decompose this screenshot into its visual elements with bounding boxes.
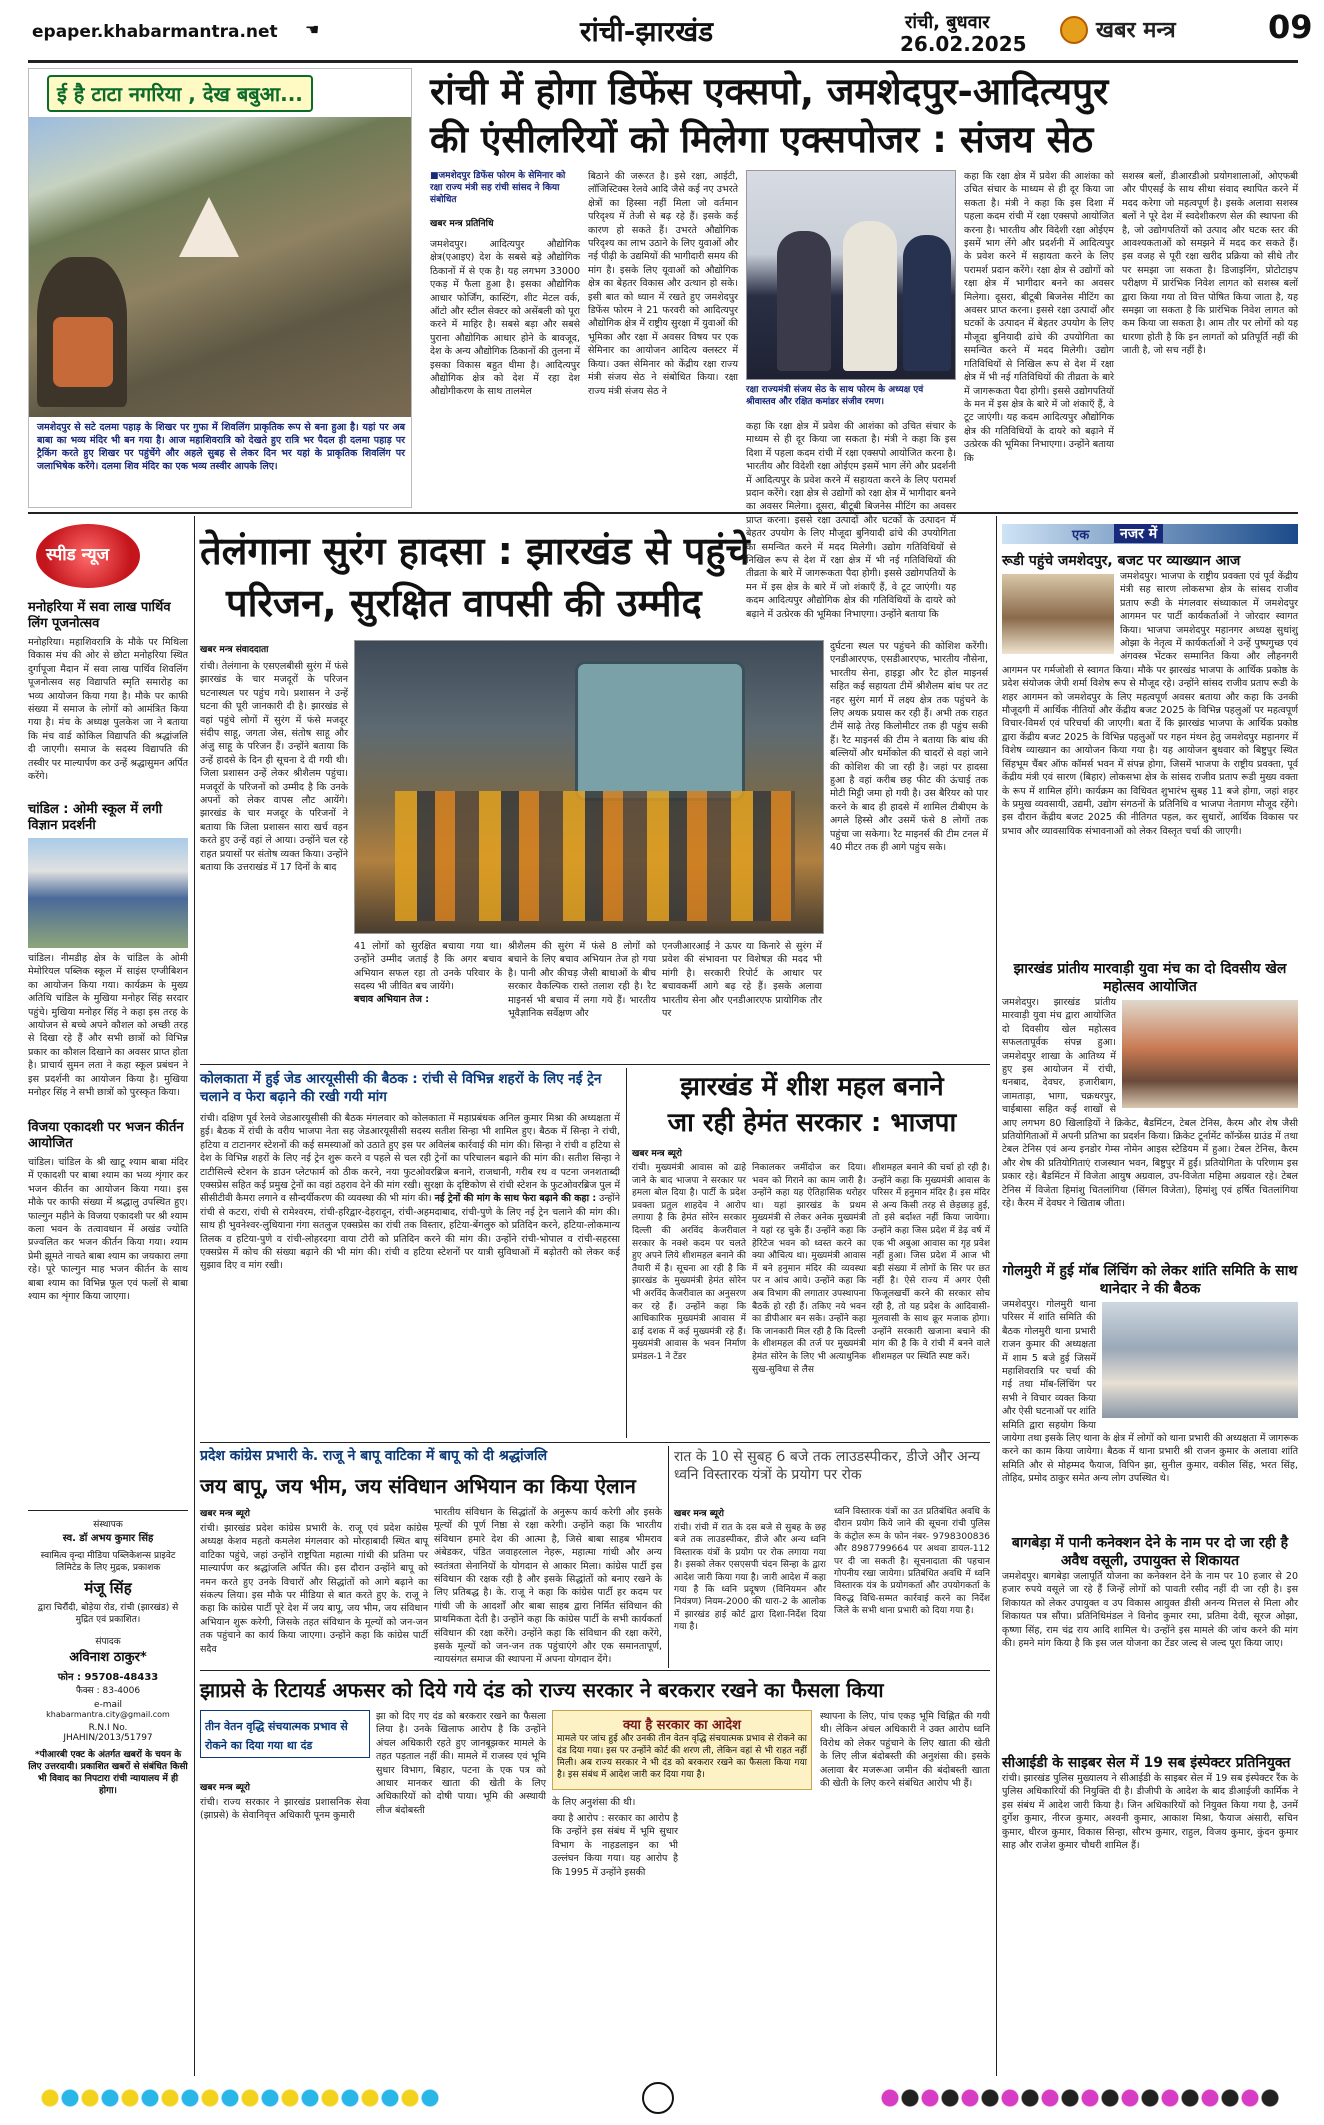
kolkata-headline: कोलकाता में हुई जेड आरयूसीसी की बैठक : रांची से विभिन्न शहरों के लिए नई ट्रेन चलाने व फेरा बढ़ाने की रखी गयी मांग (200, 1071, 602, 1105)
dalma-banner-text: ई है टाटा नगरिया , देख बबुआ... (47, 75, 313, 112)
brand-emblem-icon (1060, 16, 1088, 44)
right-item-2 (1002, 960, 1298, 1258)
lead-col-5: सशस्त्र बलों, डीआरडीओ प्रयोगशालाओं, ओएफबी और पीएसई के साथ सीधा संवाद स्थापित करने में मदद करेगा जो महत्वपूर्ण है। इसके अलावा सशस्त्र बलों ने पूरे देश में स्वदेशीकरण सेल की स्थापना की है, जो उद्योगपतियों को उत्पाद और घटक स्तर की आवश्यकताओं को समझने में मदद कर सकते हैं। इस वजह से पूरी रक्षा खरीद प्रक्रिया को सीधे तौर पर समझा जा सकता है। डिजाइनिंग, प्रोटोटाइप परीक्षण में प्रारंभिक निवेश लागत को सशस्त्र बलों द्वारा किया गया तो वित्त पोषित किया जाता है, यह समझा जा सकता है कि प्रारंभिक निवेश लागत को कम किया जा सकता है। आम तौर पर लोगों को यह धारणा होती है कि इन लागतों को प्रतिपूर्ति नहीं की जाती है, जो सच नहीं है। (1122, 171, 1298, 357)
imprint-rni: R.N.I No. (88, 1723, 128, 1733)
bjp-byline: खबर मन्त्र ब्यूरो (632, 1149, 682, 1159)
imprint-editor: अविनाश ठाकुर* (69, 1650, 147, 1665)
retired-kicker (200, 1710, 370, 1758)
loudspeaker-bottom-rule (200, 1670, 990, 1671)
imprint-publisher: मंजू सिंह (84, 1579, 132, 1597)
retired-kicker-text: तीन वेतन वृद्धि संचयात्मक प्रभाव से रोकने का दिया गया था दंड (205, 1720, 348, 1752)
brand-name: खबर मन्त्र (1096, 18, 1176, 43)
page-number: 09 (1268, 8, 1313, 46)
nazar-label: नजर में (1114, 524, 1163, 543)
speed-news-title-2: चांडिल : ओमी स्कूल में लगी विज्ञान प्रदर्शनी (28, 802, 163, 833)
left-column-rule (194, 516, 195, 2076)
imprint-phone: फोन : 95708-48433 (57, 1672, 159, 1683)
retired-col-2: झा को दिए गए दंड को बरकरार रखने का फैसला लिया है। उनके खिलाफ आरोप है कि उन्होंने अंचल अधिकारी रहते हुए जानबूझकर मामले के तहत पड़ताल नहीं की। मामले में राजस्व एवं भूमि सुधार विभाग, बिहार, पटना के एक पत्र को आधार मानकर खाता की खेती के लिए अधिकारियों को दोषी पाया। भूमि की अस्थायी लीज बंदोबस्ती (376, 1711, 546, 1816)
right-item-4 (1002, 1534, 1298, 1740)
cursor-icon: ☚ (305, 20, 320, 39)
speed-news-photo-2 (28, 838, 188, 948)
speed-news-label (28, 520, 188, 592)
speed-news-item-3 (28, 1120, 188, 1368)
right-item-5-body: रांची। झारखंड पुलिस मुख्यालय ने सीआईडी के साइबर सेल में 19 सब इंस्पेक्टर रैंक के पुलिस अधिकारियों की नियुक्ति दी है। डीजीपी के आदेश के बाद डीआईजी कार्मिक ने इस संबंध में आदेश जारी किया है। जिन अधिकारियों को नियुक्त किया गया है, उनमें दुर्गेश कुमार, नीरज कुमार, अश्वनी कुमार, आकाश मिश्रा, फैयाज अंसारी, सचिन कुमार, धीरज कुमार, विकास सिन्हा, सौरभ कुमार, राहुल, विजय कुमार, कुंदन कुमार साह और राजेश कुमार चौधरी शामिल हैं। (1002, 1773, 1298, 1852)
telangana-headline-2: परिजन, सुरक्षित वापसी की उम्मीद (226, 581, 702, 625)
speed-news-text: स्पीड न्यूज (46, 545, 110, 565)
retired-col-4: स्थापना के लिए, पांच एकड़ भूमि चिह्नित की गयी थी। लेकिन अंचल अधिकारी ने उक्त आरोप ध्वनि विरोध को लेकर पहुंचाने के लिए खाता की खेती के लिए लीज बंदोबस्ती की अनुशंसा की। इसके अलावा बैर मजरूआ जमीन की बंदोबस्ती खाता की खेती के लिए करने संबंधित आरोप भी हैं। (820, 1711, 990, 1790)
dalma-banner (29, 69, 411, 117)
speed-news-body-3: चांडिल। चांडिल के श्री खाटू श्याम बाबा मंदिर में एकादशी पर बाबा श्याम का भव्य शृंगार कर भजन कीर्तन का आयोजन किया गया। इस मौके पर काफी संख्या में श्रद्धालु उपस्थित हुए। फाल्गुन महीने के विजया एकादशी पर श्री श्याम कला भवन के तत्वावधान में अखंड ज्योति प्रज्वलित कर भजन कीर्तन किया गया। श्याम प्रेमी झूमते नाचते बाबा श्याम का जयकारा लगा रहे। पूरे फाल्गुन माह भजन कीर्तन के साथ बाबा श्याम का विभिन्न फूल एवं फलों से बाबा श्याम का शृंगार किया जाएगा। (28, 1157, 188, 1303)
dalma-caption: जमशेदपुर से सटे दलमा पहाड़ के शिखर पर गुफा में शिवलिंग प्राकृतिक रूप से बना हुआ है। यहां पर अब बाबा का भव्य मंदिर भी बन गया है। आज महाशिवरात्रि को देखते हुए रात्रि भर पैदल ही दलमा पहाड़ पर ट्रैकिंग करते हुए शिखर पर पहुंचेंगे और अहले सुबह से लेकर दिन भर यहां के प्राकृतिक शिवलिंग पर जलाभिषेक करेंगे। दलमा शिव मंदिर का एक भव्य तस्वीर आपके लिए। (37, 422, 405, 472)
congress-col-1: रांची। झारखंड प्रदेश कांग्रेस प्रभारी के. राजू एवं प्रदेश कांग्रेस अध्यक्ष केशव महतो कमलेश मंगलवार को मोरहाबादी स्थित बापू वाटिका पहुंचे, जहां उन्होंने राष्ट्रपिता महात्मा गांधी की प्रतिमा पर माल्यार्पण कर श्रद्धांजलि अर्पित की। इस दौरान उन्होंने बापू को नमन करते हुए उनके विचारों और सिद्धांतों को आगे बढ़ाने का संकल्प लिया। इस मौके पर मीडिया से बात करते हुए के. राजू ने कहा कि कांग्रेस पार्टी पूरे देश में जय बापू, जय भीम, जय संविधान अभियान शुरू करेगी, जिसके तहत संविधान के मूल्यों को जन-जन तक पहुंचाने का कार्य किया जाएगा। उन्होंने कहा कि कांग्रेस पार्टी सदैव (200, 1523, 428, 1655)
kolkata-body-1: रांची। दक्षिण पूर्व रेलवे जेडआरयूसीसी की बैठक मंगलवार को कोलकाता में महाप्रबंधक अनिल कुमार मिश्रा की अध्यक्षता में हुई। बैठक में रांची के वरीय भाजपा नेता सह जेडआरयूसीसी सदस्य सतीश सिन्हा भी शामिल हुए। बैठक में सिन्हा ने रांची, हटिया व टाटानगर स्टेशनों की कई समस्याओं को उठाते हुए इस पर अविलंब कार्रवाई की मांग की। सिन्हा ने रांची व हटिया से देश के विभिन्न शहरों के लिए नई ट्रेन शुरू करने व पहले से चल रही ट्रेनों का परिचालन बढ़ाने की मांग की। सतीश सिन्हा ने टाटीसिल्वे स्टेशन के डाउन प्लेटफार्म को ठीक करने, नया फुटओवरब्रिज बनाने, राजधानी, गरीब रथ व पटना जनशताब्दी एक्सप्रेस सहित कई प्रमुख ट्रेनों का वहां ठहराव देने की मांग रखी। सुरक्षा के दृष्टिकोण से रांची स्टेशन के फुटओवरब्रिज पुल में सीसीटीवी कैमरा लगाने व सौन्दर्यीकरण की व्यवस्था की भी मांग की। (200, 1113, 620, 1205)
congress-right-rule (668, 1446, 669, 1668)
telangana-photo (354, 640, 824, 934)
kolkata-body (200, 1112, 620, 1438)
lead-deck: ■जमशेदपुर डिफेंस फोरम के सेमिनार को रक्षा राज्य मंत्री सह रांची सांसद ने किया संबोधित (430, 171, 566, 205)
brand-logo (1060, 14, 1260, 48)
speed-news-title-3: विजया एकादशी पर भजन कीर्तन आयोजित (28, 1120, 184, 1151)
imprint-box (28, 1510, 188, 2030)
loudspeaker-col-2: ध्वनि विस्तारक यंत्रों का उत प्रतिबंधित अवधि के दौरान प्रयोग किये जाने की सूचना रांची पुलिस के कंट्रोल रूम के फोन नंबर- 9798300836 और 8987799664 पर अथवा डायल-112 पर दी जा सकती है। सूचनादाता की पहचान गोपनीय रखा जायेगा। प्रतिबंधित अवधि में ध्वनि विस्तारक यंत्र के प्रयोगकर्ता और उपयोगकर्ता के विरुद्ध विधि-सम्मत कार्रवाई करने का निर्देश जिले के सभी थाना प्रभारी को दिया गया है। (834, 1507, 990, 1617)
registration-dots-right-2 (900, 2088, 1280, 2108)
header-rule (28, 60, 1298, 63)
dalma-photo (29, 117, 411, 417)
kolkata-body-2: उन्होंने रांची से कटरा, रांची से रामेश्वरम, रांची-हरिद्वार-देहरादून, रांची-अहमदाबाद, रांची-पुणे के लिए नई ट्रेन चलाने की मांग की। साथ ही भुवनेश्वर-लुधियाना गंगा सतलुज एक्सप्रेस का रांची तक विस्तार, हटिया-बेंगलुरु को प्रतिदिन करने, हटिया-लोकमान्य तिलक व हटिया-पुणे व रांची-लोहरदगा वाया टोरी को प्रतिदिन करने की मांग की। उन्होंने रांची-भोपाल व रांची-सहरसा एक्सप्रेस में कोच की संख्या बढ़ाने की भी मांग की। रांची व हटिया स्टेशनों पर यात्री सुविधाओं में बढ़ोतरी को लेकर कई सुझाव दिए व मांग रखी। (200, 1193, 620, 1272)
ek-nazar-label (1002, 520, 1298, 548)
header-city-day: रांची, बुधवार (905, 12, 990, 33)
bjp-headline-2: जा रही हेमंत सरकार : भाजपा (667, 1108, 957, 1138)
lead-col-2: बिठाने की जरूरत है। इसे रक्षा, आईटी, लॉजिस्टिक्स रेलवे आदि जैसे कई नए उभरते क्षेत्रों का हिस्सा नहीं मिला जो वर्तमान परिदृश्य में तेजी से बढ़ रहे हैं। इसके कई कारण हो सकते हैं। उभरते औद्योगिक परिदृश्य का लाभ उठाने के लिए युवाओं और नई पीढ़ी के उद्यमियों की भागीदारी समय की मांग है। इसके लिए यूवाओं को औद्योगिक क्षेत्र का बेहतर विकास और उत्थान हो सके। इसी बात को ध्यान में रखते हुए जमशेदपुर डिफेंस फोरम ने 21 फरवरी को आदित्यपुर औद्योगिक क्षेत्र में राष्ट्रीय सुरक्षा में युवाओं की भूमिका और रक्षा में अवसर विषय पर एक सेमिनार का आयोजन आदित्य क्लस्टर में किया। उक्त सेमिनार को केंद्रीय रक्षा राज्य मंत्री संजय सेठ ने संबोधित किया। रक्षा राज्य मंत्री संजय सेठ ने (588, 171, 738, 397)
kolkata-right-rule (626, 1068, 627, 1438)
speed-news-title-1: मनोहरिया में सवा लाख पार्थिव लिंग पूजनोत्सव (28, 600, 171, 631)
lead-bottom-rule (28, 512, 1298, 514)
retired-box-title: क्या है सरकार का आदेश (622, 1718, 742, 1733)
imprint-founder-label: संस्थापक (93, 1520, 123, 1530)
bjp-col-1: रांची। मुख्यमंत्री आवास को ढाहे जाने के बाद भाजपा ने सरकार पर हमला बोल दिया है। पार्टी के प्रदेश प्रवक्ता प्रतुल शाहदेव ने आरोप लगाया है कि हेमंत सोरेन सरकार दिल्ली की अरविंद केजरीवाल सरकार के नक्शे कदम पर चलते हुए अपने लिये शीशमहल बनाने की तैयारी में है। सूचना आ रही है कि झारखंड के मुख्यमंत्री हेमंत सोरेन भी अरविंद केजरीवाल का अनुसरण कर रहे हैं। उन्होंने कहा कि आधिकारिक मुख्यमंत्री आवास में ढाई दशक में कई मुख्यमंत्री रहे हैं। मुख्यमंत्री आवास के भवन निर्माण प्रमंडल-1 ने टेंडर (632, 1163, 746, 1362)
bjp-headline-1: झारखंड में शीश महल बनाने (680, 1072, 944, 1102)
dalma-photo-box (28, 68, 412, 508)
retired-col-3b: क्या है आरोप : सरकार का आरोप है कि उन्होंने इस संबंध में भूमि सुधार विभाग के नाहडलाइन का भी उल्लंघन किया गया। यह आरोप है कि 1995 में उन्होंने इसकी (552, 1813, 678, 1878)
telangana-rescue-label: बचाव अभियान तेज : (354, 994, 430, 1005)
telangana-col-2b: श्रीशैलम की सुरंग में फंसे 8 लोगों को बचाने के लिए बचाव अभियान तेज हो गया है। पानी और कीचड़ जैसी बाधाओं के बीच सरकार वैकल्पिक रास्ते तलाश रही है। रैट माइनर्स भी बचाव में लगा गये हैं। भारतीय भूवैज्ञानिक सर्वेक्षण और (508, 941, 656, 1020)
imprint-note: *पीआरबी एक्ट के अंतर्गत खबरों के चयन के लिए उत्तरदायी। प्रकाशित खबरों से संबंधित किसी भी विवाद का निपटारा रांची न्यायालय में ही होगा। (28, 1750, 188, 1796)
bjp-bottom-rule (200, 1442, 990, 1443)
right-item-2-title: झारखंड प्रांतीय मारवाड़ी युवा मंच का दो दिवसीय खेल महोत्सव आयोजित (1013, 961, 1287, 995)
kolkata-sub: नई ट्रेनों की मांग के साथ फेरा बढ़ाने की कहा : (434, 1193, 597, 1205)
registration-crosshair-icon (642, 2082, 674, 2114)
site-url[interactable]: epaper.khabarmantra.net (32, 22, 278, 42)
loudspeaker-headline: रात के 10 से सुबह 6 बजे तक लाउडस्पीकर, डीजे और अन्य ध्वनि विस्तारक यंत्रों के प्रयोग पर रोक (674, 1449, 980, 1483)
imprint-email[interactable]: khabarmantra.city@gmail.com (46, 1710, 170, 1719)
right-item-1-photo (1002, 574, 1114, 654)
telangana-col-2: 41 लोगों को सुरक्षित बचाया गया था। उन्होंने उम्मीद जताई है कि अगर बचाव अभियान सफल रहा तो उनके परिवार के सदस्य भी जीवित बच जायेंगे। (354, 941, 502, 993)
right-item-2-photo (1122, 1000, 1298, 1108)
telangana-col-3: एनजीआरआई ने ऊपर या किनारे से सुरंग में प्रवेश की संभावना पर विशेषज्ञ की मदद भी मांगी है। सरकारी रिपोर्ट के आधार पर बचावकर्मी आगे बढ़ रहे हैं। इसके अलावा भारतीय सेना और एनडीआरएफ प्रायोगिक तौर पर (662, 941, 822, 1020)
lead-col-1: जमशेदपुर। आदित्यपुर औद्योगिक क्षेत्र(एआइए) देश के सबसे बड़े औद्योगिक ठिकानों में से एक है। यह लगभग 33000 एकड़ में फैला हुआ है। इसका औद्योगिक आधार फोर्जिंग, कास्टिंग, शीट मेटल वर्क, ऑटो और स्टील सेक्टर को असेंबली को पूरा करने में माहिर है। सबसे बड़ा और सबसे पुराना औद्योगिक आधार होने के बावजूद, देश के अन्य औद्योगिक ठिकानों की तुलना में इसका विकास बहुत धीमा है। आदित्यपुर औद्योगिक क्षेत्र को देश में रहा देश औद्योगीकरण के साथ तालमेल (430, 239, 580, 398)
imprint-address: द्वारा चिरौंदी, बोड़ेया रोड, रांची (झारखंड) से मुद्रित एवं प्रकाशित। (37, 1603, 179, 1625)
congress-headline-1: प्रदेश कांग्रेस प्रभारी के. राजू ने बापू वाटिका में बापू को दी श्रद्धांजलि (200, 1448, 548, 1464)
shrine-shape (53, 317, 113, 387)
imprint-publisher-lines: स्वामित्व वृन्दा मीडिया पब्लिकेशन्स प्राइवेट लिमिटेड के लिए मुद्रक, प्रकाशक (40, 1551, 176, 1573)
retired-box-text: मामले पर जांच हुई और उनकी तीन वेतन वृद्धि संचयात्मक प्रभाव से रोकने का दंड दिया गया। इस पर उन्होंने कोर्ट की शरण ली, लेकिन वहां से भी राहत नहीं मिली। अब राज्य सरकार ने भी दंड को बरकरार रखने का फैसला किया गया है। इस संबंध में आदेश जारी कर दिया गया है। (557, 1734, 807, 1780)
speed-news-item-1 (28, 600, 188, 814)
ek-label: एक (1072, 528, 1090, 543)
right-item-1-body: जमशेदपुर। भाजपा के राष्ट्रीय प्रवक्ता एवं पूर्व केंद्रीय मंत्री सह सारण लोकसभा क्षेत्र के सांसद राजीव प्रताप रूडी के मंगलवार संध्याकाल में जमशेदपुर आगमन पर पार्टी कार्यकर्ताओं ने जोरदार स्वागत किया। भाजपा जमशेदपुर महानगर अध्यक्ष सुधांशु ओझा के नेतृत्व में कार्यकर्ताओं ने उन्हें पुष्पगुच्छ एवं अंगवस्त्र भेंटकर सम्मानित किया और लौहनगरी आगमन पर गर्मजोशी से स्वागत किया। मौके पर झारखंड भाजपा के आर्थिक प्रकोष्ठ के प्रदेश संयोजक जेपी शर्मा विशेष रूप से मौजूद रहे। उन्होंने सांसद राजीव प्रताप रूडी के शहर आगमन को जमशेदपुर के लिए महत्वपूर्ण अवसर बताया और कहा कि उनकी मौजूदगी में आर्थिक नीतियों और केंद्रीय बजट 2025 के विभिन्न पहलुओं पर महत्वपूर्ण विचार-विमर्श एवं परिचर्चा की जाएगी। बता दें कि झारखंड भाजपा के आर्थिक प्रकोष्ठ द्वारा केंद्रीय बजट 2025 के विभिन्न पहलुओं पर गहन मंथन हेतु जमशेदपुर महानगर में विशेष व्याख्यान का आयोजन किया गया है। यह आयोजन बुधवार को बिष्टुपुर स्थित सिंहभूम चैंबर ऑफ कॉमर्स भवन में संपन्न होगा, जिसमें भाजपा के राष्ट्रीय प्रवक्ता, पूर्व केंद्रीय मंत्री एवं सारण (बिहार) लोकसभा क्षेत्र के सांसद राजीव प्रताप रूडी मुख्य वक्ता के रूप में शामिल होंगे। कार्यक्रम का विधिवत शुभारंभ सुबह 11 बजे होगा, जहां शहर के प्रमुख व्यवसायी, उद्यमी, उद्योग संगठनों के प्रतिनिधि व भाजपा नेतागण मौजूद रहेंगे। इस दौरान केंद्रीय बजट 2025 की नीतिगत पहल, कर सुधारों, आर्थिक विकास पर प्रभाव और व्यावसायिक संभावनाओं को लेकर विस्तृत चर्चा की जाएगी। (1002, 571, 1298, 837)
congress-headline-2: जय बापू, जय भीम, जय संविधान अभियान का किया ऐलान (200, 1474, 636, 1498)
right-column-rule (996, 516, 997, 2076)
section-name: रांची-झारखंड (580, 15, 714, 48)
right-item-4-title: बागबेड़ा में पानी कनेक्शन देने के नाम पर दो जा रही है अवैध वसूली, उपायुक्त से शिकायत (1011, 1535, 1289, 1569)
telangana-col-4: दुर्घटना स्थल पर पहुंचने की कोशिश करेंगी। एनडीआरएफ, एसडीआरएफ, भारतीय नौसेना, भारतीय सेना, हाइड्रा और रैट होल माइनर्स सहित कई सहायता टीमें श्रीशैलम बांध पर तट नहर सुरंग मार्ग में लक्ष्य क्षेत्र तक पहुंचने के लिए अथक प्रयास कर रही हैं। अभी तक राहत टीमें साढ़े तेरह किलोमीटर तक ही पहुंच सकी हैं। रैट माइनर्स की टीम ने बताया कि बांध की बल्लियों और धर्मोकोल की चादरों से वहां जाने की कोशिश की जा रही है। जहां पर हादसा हुआ है वहां करीब छह फीट की ऊंचाई तक मोटी मिट्टी जमा हो गयी है। उस बैरियर को पार करने के बाद ही हादसे में शामिल टीबीएम के अगले हिस्से और उसमें फंसे 8 लोगों तक पहुंचा जा सकेगा। रैट माइनर्स की टीम टनल में 40 मीटर तक ही आगे पहुंच सके। (830, 641, 988, 854)
telangana-headline-1: तेलंगाना सुरंग हादसा : झारखंड से पहुंचे (200, 529, 750, 573)
lead-col-4b-text: कहा कि रक्षा क्षेत्र में प्रवेश की आशंका को उचित संचार के माध्यम से ही दूर किया जा सकता है। मंत्री ने कहा कि इस दिशा में पहला कदम रांची में रक्षा एक्सपो आयोजित करना है। भारतीय और विदेशी रक्षा ओईएम इसमें भाग लेंगे और प्रदर्शनी में आदित्यपुर के प्रवेश करने में सहायता करने के लिए परामर्श प्रदान करेंगे। रक्षा क्षेत्र से उद्योगों को रक्षा क्षेत्र में भागीदार बनने का अवसर मिलेगा। दूसरा, बीटूबी बिजनेस मीटिंग का अवसर प्राप्त करना। इससे रक्षा उत्पादों और घटकों के उत्पादन में बेहतर उपयोग के लिए मौजूदा बुनियादी ढांचे की उपयोगिता का समन्वित करने में मदद मिलेगी। उद्योग गतिविधियों से निखिल रूप से देश में रक्षा क्षेत्र में भी नई गतिविधियों की तीव्रता के बारे में जागरूकता पैदा होगी। इससे उद्योगपतियों के मन में इस क्षेत्र के बारे में जो शंकाएँ हैं, वे टूट जाएंगी। यह कदम आदित्यपुर औद्योगिक क्षेत्र की गतिविधियों के दायरे को बढ़ाने में उत्प्रेरक की भूमिका निभाएगा। उन्होंने बताया कि (964, 171, 1114, 464)
retired-col-1: रांची। राज्य सरकार ने झारखंड प्रशासनिक सेवा (झाप्रसे) के सेवानिवृत्त अधिकारी पूनम कुमारी (200, 1797, 370, 1822)
lead-col-3: कहा कि रक्षा क्षेत्र में प्रवेश की आशंका को उचित संचार के माध्यम से ही दूर किया जा सकता है। मंत्री ने कहा कि इस दिशा में पहला कदम रांची में रक्षा एक्सपो आयोजित करना है। भारतीय और विदेशी रक्षा ओईएम इसमें भाग लेंगे और प्रदर्शनी में आदित्यपुर के प्रवेश करने में सहायता करने के लिए परामर्श प्रदान करेंगे। रक्षा क्षेत्र से उद्योगों को रक्षा क्षेत्र में भागीदार बनने का अवसर मिलेगा। दूसरा, बीटूबी बिजनेस मीटिंग का अवसर प्राप्त करना। इससे रक्षा उत्पादों और घटकों के उत्पादन में बेहतर उपयोग के लिए मौजूदा बुनियादी ढांचे की उपयोगिता का समन्वित करने में मदद मिलेगी। उद्योग गतिविधियों से निखिल रूप से देश में रक्षा क्षेत्र में भी नई गतिविधियों की तीव्रता के बारे में जागरूकता पैदा होगी। इससे उद्योगपतियों के मन में इस क्षेत्र के बारे में जो शंकाएँ हैं, वे टूट जाएंगी। यह कदम आदित्यपुर औद्योगिक क्षेत्र की गतिविधियों के दायरे को बढ़ाने में उत्प्रेरक की भूमिका निभाएगा। उन्होंने बताया कि (746, 421, 956, 620)
lead-photo-person-2 (843, 221, 897, 371)
speed-news-body-1: मनोहरिया। महाशिवरात्रि के मौके पर मिथिला विकास मंच की ओर से छोटा मनोहरिया स्थित दुर्गापूजा मैदान में सवा लाख पार्थिव शिवलिंग पूजनोत्सव सह विद्यापति स्मृति समारोह का भव्य आयोजन किया गया है। मौके पर काफी संख्या में समाज के लोगों को आमंत्रित किया गया है। मंच के अध्यक्ष पुलकेश जा ने बताया कि मंच वार्ड कोकिल विद्यापति की श्रद्धांजलि दी जाएगी। समाज के सदस्य विद्यापति की तस्वीर पर माल्यार्पण कर उन्हें श्रद्धासुमन अर्पित करेंगे। (28, 637, 188, 783)
retired-byline: खबर मन्त्र ब्यूरो (200, 1783, 250, 1793)
lead-photo-caption: रक्षा राज्यमंत्री संजय सेठ के साथ फोरम के अध्यक्ष एवं श्रीवास्तव और रक्षित कमांडर संजीव रमण। (746, 385, 924, 407)
telangana-bottom-rule (200, 1064, 990, 1065)
bjp-col-2: निकालकर जमींदोज कर दिया। भवन को गिराने का काम जारी है। उन्होंने कहा यह ऐतिहासिक धरोहर था। यहां झारखंड के प्रथम मुख्यमंत्री से लेकर अनेक मुख्यमंत्री ने यहां रह चुके हैं। उन्होंने कहा कि हेरिटेज भवन को ध्वस्त करने का क्या औचित्य था। मुख्यमंत्री आवास में बने हनुमान मंदिर की व्यवस्था पर न आंच आये। उन्होंने कहा कि अब विभाग की लगातार उपस्थापना बैठकें हो रही हैं। तकिए नये भवन का डीपीआर बन सके। उन्होंने कहा कि जानकारी मिल रही है कि दिल्ली के शीशमहल की तर्ज पर मुख्यमंत्री हेमंत सोरेन के लिए भी अत्याधुनिक सुख-सुविधा से लैस (752, 1163, 866, 1375)
lead-byline: खबर मन्त्र प्रतिनिधि (430, 219, 494, 229)
imprint-editor-label: संपादक (95, 1637, 121, 1647)
telangana-col-1: रांची। तेलंगाना के एसएलबीसी सुरंग में फंसे झारखंड के चार मजदूरों के परिजन घटनास्थल पर पहुंच गये। प्रशासन ने उन्हें घटना की पूरी जानकारी दी है। झारखंड से वहां पहुंचे लोगों में सुरंग में फंसे मजदूर संदीप साहू, जगता जेस, संतोष साहू और अंजु साहू के परिजन हैं। उन्होंने बताया कि उन्हें हादसे के दिन ही सूचना दे दी गयी थी। जिला प्रशासन उन्हें लेकर श्रीशैलम पहुंचा। मजदूरों के परिजनों को उम्मीद है कि उनके अपनों को लेकर वापस लौट आयेंगे। झारखंड के चार मजदूर के परिजनों ने बताया कि जिला प्रशासन सारा खर्च वहन करते हुए उन्हें वहां ले आया। उन्होंने चल रहे राहत प्रयासों पर संतोष व्यक्त किया। उन्होंने बताया कि उत्तराखंड में 17 दिनों के बाद (200, 661, 348, 874)
imprint-email-label: e-mail (93, 1700, 123, 1710)
lead-photo-person-3 (903, 235, 951, 371)
print-marks-row (0, 2070, 1324, 2125)
right-item-2-body: जमशेदपुर। झारखंड प्रांतीय मारवाड़ी युवा मंच द्वारा आयोजित दो दिवसीय खेल महोत्सव सफलतापूर्वक संपन्न हुआ। जमशेदपुर शाखा के आतिथ्य में हुए इस आयोजन में रांची, धनबाद, देवघर, हजारीबाग, जामताड़ा, भागा, चक्रधरपुर, चाईबासा सहित कई शाखों से आए लगभग 80 खिलाड़ियों ने क्रिकेट, बैडमिंटन, टेबल टेनिस, कैरम और शेष जैसी प्रतियोगिताओं में अपनी प्रतिभा का प्रदर्शन किया। क्रिकेट टूर्नामेंट कॉन्फ्रेंस ग्राउंड में तथा टेबल टेनिस एवं अन्य इनडोर गेम्स नोमेन आइस स्टेडियम में हुआ। टेबल टेनिस, कैरम और शेष की प्रतियोगिताएं राजस्थान भवन, बिष्टुपुर में हुईं। प्रतियोगिता के परिणाम इस प्रकार रहे। बैडमिंटन में विजेता आयुष अग्रवाल, उप-विजेता महिमा अग्रवाल रहे। टेबल टेनिस में विजेता हिमांशु चितलांगिया (सिंगल विजेता), हिमांशु एवं हर्षित चितलांगिया रहे। कैरम में देवघर ने खिताब जीता। (1002, 997, 1298, 1210)
imprint-founder: स्व. डॉ अभय कुमार सिंह (62, 1533, 154, 1544)
bjp-col-3: शीशमहल बनाने की चर्चा हो रही है। उन्होंने कहा कि मुख्यमंत्री आवास के परिसर में हनुमान मंदिर है। इस मंदिर से अन्य किसी तरह से छेड़छाड़ हुई, तो इसे बर्दाश्त नहीं किया जायेगा। उन्होंने कहा जिस प्रदेश में डेढ़ वर्ष में एक भी अबुआ आवास का गृह प्रवेश नहीं हुआ। जिस प्रदेश में आज भी बड़ी संख्या में लोगों के सिर पर छत नहीं है। ऐसे राज्य में अगर ऐसी फिजूलखर्ची करने की सरकार सोच रही है, तो यह प्रदेश के आदिवासी-मूलवासी के साथ क्रूर मजाक होगा। उन्होंने सरकारी खजाना बचाने की मांग की है कि वे रांची में बनने वाले शीशमहल पर स्थिति स्पष्ट करें। (872, 1163, 990, 1362)
right-item-3-title: गोलमुरी में हुई मॉब लिंचिंग को लेकर शांति समिति के साथ थानेदार ने की बैठक (1002, 1263, 1298, 1297)
speed-news-item-2 (28, 802, 188, 1120)
congress-col-2: भारतीय संविधान के सिद्धांतों के अनुरूप कार्य करेगी और इसके मूल्यों की पूर्ण निष्ठा से रक्षा करेगी। उन्होंने कहा कि भारतीय संविधान हमारे देश की आत्मा है, जिसे बाबा साहब भीमराव अंबेडकर, पंडित जवाहरलाल नेहरू, महात्मा गांधी और अन्य स्वतंत्रता सेनानियों के योगदान से आकार मिला। कांग्रेस पार्टी इस संविधान की रक्षक रही है और इसके सिद्धांतों को बनाए रखने के लिए प्रतिबद्ध है। के. राजू ने कहा कि कांग्रेस पार्टी हर कदम पर गांधी जी के आदर्शों और बाबा साहब द्वारा निर्मित संविधान की प्राथमिकता देती है। उन्होंने कहा कि कांग्रेस पार्टी के सभी कार्यकर्ता संविधान की रक्षा करेंगे। उन्होंने कहा कि संविधान की रक्षा करेंगे, इसके मूल्यों को जन-जन तक पहुंचाएंगे और एक समानतापूर्ण, न्यायसंगत समाज की स्थापना में अपना योगदान देंगे। (434, 1507, 662, 1666)
imprint-rni-no: JHAHIN/2013/51797 (63, 1733, 153, 1743)
right-item-3 (1002, 1262, 1298, 1532)
retired-col-3a: के लिए अनुशंसा की थी। (552, 1797, 636, 1808)
page-header (0, 0, 1324, 60)
lead-headline-2: की एंसीलरियों को मिलेगा एक्सपोजर : संजय सेठ (430, 118, 1094, 161)
right-item-5 (1002, 1754, 1298, 2032)
rescuer-group-shape (395, 791, 795, 921)
lead-col-4b (964, 170, 1114, 506)
imprint-fax: फैक्स : 83-4006 (75, 1686, 141, 1696)
right-item-4-body: जमशेदपुर। बागबेड़ा जलापूर्ति योजना का कनेक्शन देने के नाम पर 10 हजार से 20 हजार रुपये वसूले जा रहे हैं जिन्हें लोगों को पावती रसीद नहीं दी जा रही है। इस शिकायत को लेकर उपायुक्त व उप विकास आयुक्त डीसी अनन्य मित्तल से मिला और शिकायत पत्र सौंपा। प्रतिनिधिमंडल ने विनोद कुमार रमा, प्रतिमा देवी, सूरज ओझा, कृष्णा सिंह, राम चंद्र राय आदि शामिल थे। उन्होंने इस मामले की जांच करने की मांग की। हमने मांग किया है कि इस जल योजना का टेंडर जल्द से जल्द पूरा किया जाए। (1002, 1571, 1298, 1650)
header-date: 26.02.2025 (900, 32, 1027, 56)
right-item-3-photo (1102, 1302, 1298, 1418)
congress-byline: खबर मन्त्र ब्यूरो (200, 1509, 250, 1519)
lead-headline-1: रांची में होगा डिफेंस एक्सपो, जमशेदपुर-आदित्यपुर (430, 70, 1109, 113)
temple-shape (179, 197, 239, 257)
loudspeaker-byline: खबर मन्त्र ब्यूरो (674, 1509, 724, 1519)
right-item-1-title: रूडी पहुंचे जमशेदपुर, बजट पर व्याख्यान आज (1002, 553, 1241, 569)
lead-photo (746, 170, 956, 380)
right-item-3-body: जमशेदपुर। गोलमुरी थाना परिसर में शांति समिति की बैठक गोलमुरी थाना प्रभारी राजन कुमार की अध्यक्षता में शाम 5 बजे हुई जिसमें महाशिवरात्रि पर चर्चा की गई तथा मॉब-लिंचिंग पर सभी ने विचार व्यक्त किया और ऐसी घटनाओं पर शांति समिति द्वारा सहयोग किया जायेगा तथा इसके लिए थाना के क्षेत्र में लोगों को थाना प्रभारी की अध्यक्षता में जागरूक करने का काम किया जायेगा। बैठक में थाना प्रभारी श्री राजन कुमार के अलावा शांति समिति और से मोहम्मद फैयाज, विपिन झा, सुनील कुमार, वकील सिंह, भरत सिंह, तोहिद, प्रमोद ठाकुर समेत अन्य लोग उपस्थित थे। (1002, 1299, 1298, 1485)
tunnel-machine-shape (575, 661, 745, 801)
retired-box (552, 1710, 812, 1790)
registration-dots-left-2 (60, 2088, 440, 2108)
speed-news-body-2: चांडिल। नीमडीह क्षेत्र के चांडिल के ओमी मेमोरियल पब्लिक स्कूल में साइंस एग्जीबिशन का आयोजन किया गया। कार्यक्रम के मुख्य अतिथि चांडिल के मुखिया मनोहर सिंह सरदार पहुंचे। मुखिया मनोहर सिंह ने कहा इस तरह के आयोजन से बच्चे अपने कौशल को अच्छी तरह से दिखा रहे हैं और सभी छात्रों को विभिन्न प्रकार का कौशल दिखाने का अवसर प्राप्त होता है। प्राचार्य सुमन लता ने कहा स्कूल प्रबंधन ने इस प्रदर्शनी का आयोजन किया है। मुखिया मनोहर सिंह ने सभी छात्रों को पुरस्कृत किया। (28, 953, 188, 1099)
lead-photo-person-1 (777, 231, 831, 371)
right-item-1 (1002, 552, 1298, 952)
loudspeaker-col-1: रांची। रांची में रात के दस बजे से सुबह के छह बजे तक लाउडस्पीकर, डीजे और अन्य ध्वनि विस्तारक यंत्रों के प्रयोग पर रोक लगाया गया है। इसको लेकर एसएसपी चंदन सिन्हा के द्वारा आदेश जारी किया गया है। जारी आदेश में कहा गया है कि ध्वनि प्रदूषण (विनियमन और नियंत्रण) नियम-2000 की धारा-2 के आलोक में झारखंड हाई कोर्ट द्वारा दिशा-निर्देश दिया गया है। (674, 1523, 826, 1633)
right-item-5-title: सीआईडी के साइबर सेल में 19 सब इंस्पेक्टर प्रतिनियुक्त (1002, 1755, 1291, 1771)
retired-headline: झाप्रसे के रिटायर्ड अफसर को दिये गये दंड को राज्य सरकार ने बरकरार रखने का फैसला किया (200, 1678, 884, 1702)
telangana-byline: खबर मन्त्र संवाददाता (200, 645, 269, 655)
